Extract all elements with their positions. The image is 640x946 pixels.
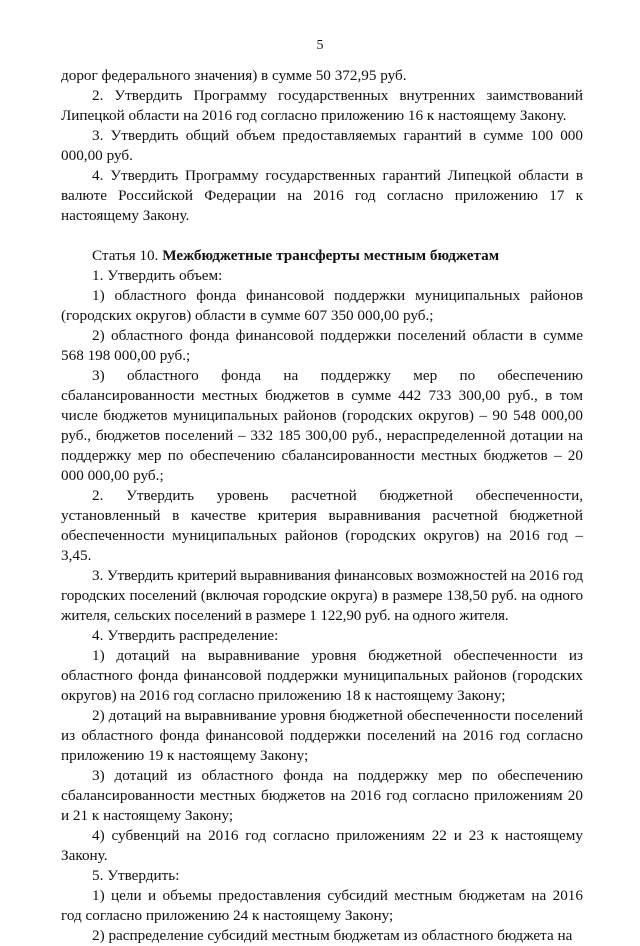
paragraph: 3. Утвердить критерий выравнивания финансовых возможностей на 2016 год городских поселений (включая городские округа) в размере 138,50 руб. на одного жителя, сельских поселений в размере 1 122,90 руб. на одного жителя. bbox=[61, 567, 583, 624]
paragraph: 1) областного фонда финансовой поддержки муниципальных районов (городских округов) области в сумме 607 350 000,00 руб.; bbox=[61, 287, 583, 324]
paragraph: 3) дотаций из областного фонда на поддержку мер по обеспечению сбалансированности местных бюджетов на 2016 год согласно приложениям 20 и 21 к настоящему Закону; bbox=[61, 767, 583, 824]
paragraph: 1) цели и объемы предоставления субсидий местным бюджетам на 2016 год согласно приложению 24 к настоящему Закону; bbox=[61, 887, 583, 924]
paragraph: 4. Утвердить Программу государственных гарантий Липецкой области в валюте Российской Федерации на 2016 год согласно приложению 17 к настоящему Закону. bbox=[61, 167, 583, 224]
paragraph: 2) дотаций на выравнивание уровня бюджетной обеспеченности поселений из областного фонда финансовой поддержки поселений на 2016 год согласно приложению 19 к настоящему Закону; bbox=[61, 707, 583, 764]
article-prefix: Статья 10. bbox=[92, 247, 159, 264]
paragraph: дорог федерального значения) в сумме 50 372,95 руб. bbox=[61, 67, 407, 84]
paragraph: 1. Утвердить объем: bbox=[92, 267, 223, 284]
page-number: 5 bbox=[316, 38, 324, 53]
paragraph: 2) распределение субсидий местным бюджетам из областного бюджета на bbox=[92, 927, 573, 944]
article-title: Межбюджетные трансферты местным бюджетам bbox=[162, 247, 500, 264]
paragraph: 4) субвенций на 2016 год согласно приложениям 22 и 23 к настоящему Закону. bbox=[61, 827, 583, 864]
paragraph: 1) дотаций на выравнивание уровня бюджетной обеспеченности из областного фонда финансовой поддержки муниципальных районов (городских округов) на 2016 год согласно приложению 18 к настоящему Закону; bbox=[61, 647, 583, 704]
paragraph: 2. Утвердить уровень расчетной бюджетной обеспеченности, установленный в качестве критерия выравнивания расчетной бюджетной обеспеченности муниципальных районов (городских округов) на 2016 год – 3,45. bbox=[61, 487, 583, 564]
document-body bbox=[61, 66, 583, 946]
paragraph: 5. Утвердить: bbox=[92, 867, 180, 884]
paragraph: 2) областного фонда финансовой поддержки поселений области в сумме 568 198 000,00 руб.; bbox=[61, 327, 583, 364]
article-heading bbox=[61, 246, 583, 266]
paragraph: 2. Утвердить Программу государственных внутренних заимствований Липецкой области на 2016 год согласно приложению 16 к настоящему Закону. bbox=[61, 87, 583, 124]
paragraph: 4. Утвердить распределение: bbox=[92, 627, 279, 644]
paragraph: 3. Утвердить общий объем предоставляемых гарантий в сумме 100 000 000,00 руб. bbox=[61, 127, 583, 164]
paragraph: 3) областного фонда на поддержку мер по обеспечению сбалансированности местных бюджетов в сумме 442 733 300,00 руб., в том числе бюджетов муниципальных районов (городских округов) – 90 548 000,00 руб., бюджетов поселений – 332 185 300,00 руб., нераспределенной дотации на поддержку мер по обеспечению сбалансированности местных бюджетов – 20 000 000,00 руб.; bbox=[61, 367, 583, 484]
